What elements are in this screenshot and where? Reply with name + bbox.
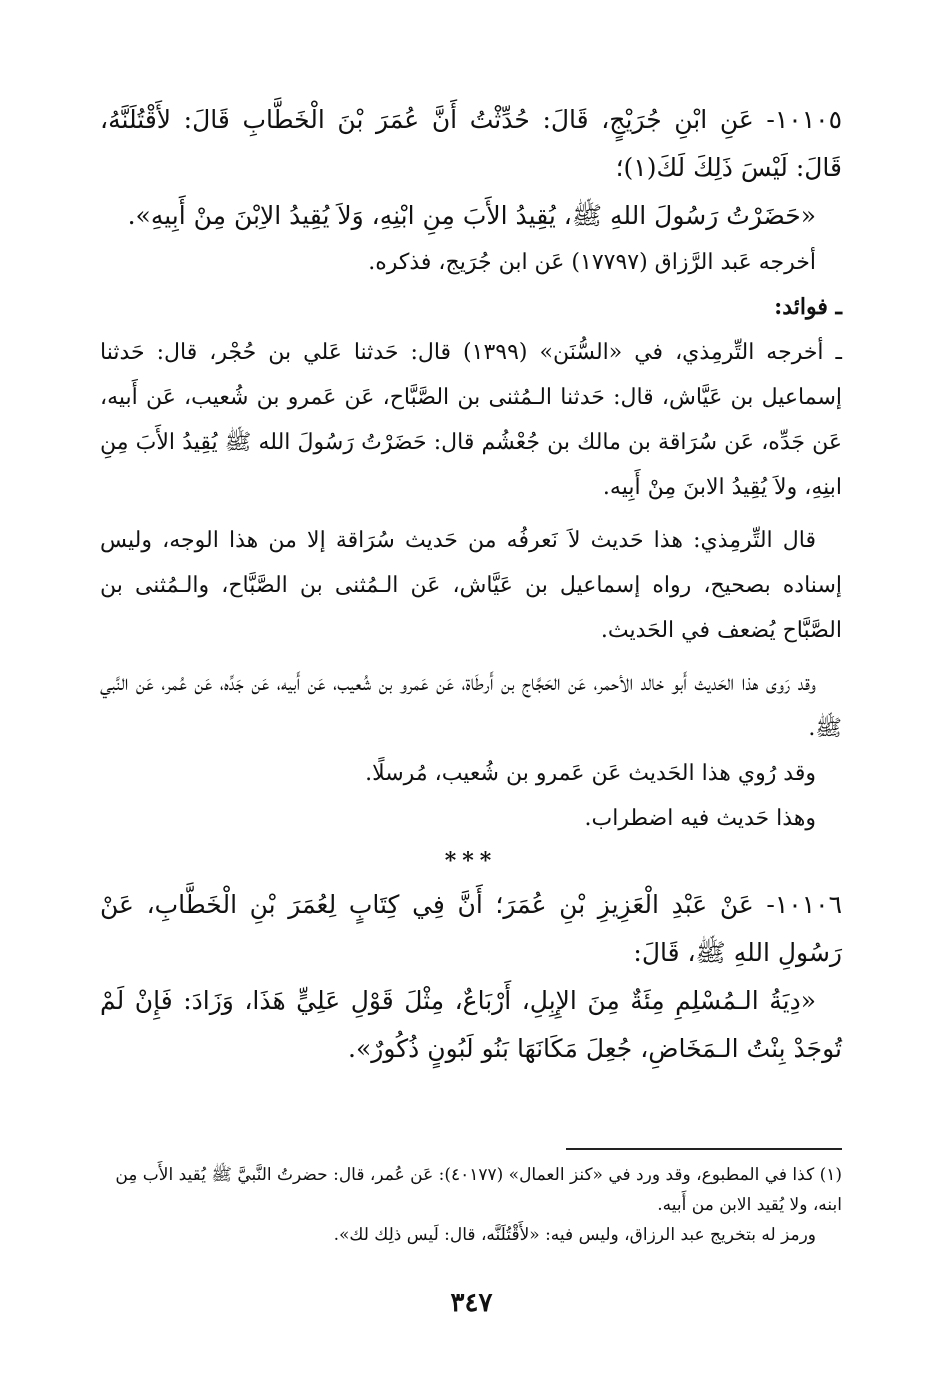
hadith-10106-text: «دِيَةُ الـمُسْلِمِ مِئَةٌ مِنَ الإِبِلِ، أَرْبَاعٌ، مِثْلَ قَوْلِ عَلِيٍّ هَذَا، وَزَادَ: فَإِنْ لَمْ تُوجَدْ بِنْتُ الـمَخَاضِ، جُعِلَ مَكَانَهَا بَنُو لَبُونٍ ذُكُورٌ». <box>100 986 842 1063</box>
hadith-10105-intro: ١٠١٠٥- عَنِ ابْنِ جُرَيْجٍ، قَالَ: حُدِّثْتُ أَنَّ عُمَرَ بْنَ الْخَطَّابِ قَالَ: لأَقْتُلَنَّهُ، قَالَ: لَيْسَ ذَلِكَ لَكَ(١)؛ <box>100 105 842 182</box>
benefits-paragraph-1: ـ أخرجه التِّرمِذي، في «السُّنَن» (١٣٩٩) قال: حَدثنا عَلي بن حُجْر، قال: حَدثنا إسماعيل بن عَيَّاش، قال: حَدثنا الـمُثنى بن الصَّبَّاح، عَن عَمرو بن شُعيب، عَن أَبيه، عَن جَدِّه، عَن سُرَاقة بن مالك بن جُعْشُم قال: حَضَرْتُ رَسُولَ الله ﷺ يُقِيدُ الأَبَ مِنِ ابنِهِ، ولاَ يُقِيدُ الابنَ مِنْ أَبِيه. <box>100 340 842 500</box>
benefits-paragraph-4: وقد رُوي هذا الحَديث عَن عَمرو بن شُعيب، مُرسلًا. <box>365 761 816 786</box>
footnote-1: (١) كذا في المطبوع، وقد ورد في «كنز العمال» (٤٠١٧٧): عَن عُمر، قال: حضرتُ النَّبيَّ ﷺ يُقيد الأَب مِن ابنه، ولا يُقيد الابن من أَبيه. <box>115 1165 842 1215</box>
benefits-paragraph-2: قال التِّرمِذي: هذا حَديث لاَ نَعرفُه من حَديث سُرَاقة إلا من هذا الوجه، وليس إسناده بصحيح، رواه إسماعيل بن عَيَّاش، عَن الـمُثنى بن الصَّبَّاح، والـمُثنى بن الصَّبَّاح يُضعف في الحَديث. <box>100 528 842 643</box>
footnote-1-continuation: ورمز له بتخريج عبد الرزاق، وليس فيه: «لأَقْتُلَنَّه، قال: لَيس ذلِك لك». <box>333 1225 816 1245</box>
page-number: ٣٤٧ <box>450 1288 493 1318</box>
footnote-divider <box>566 1148 842 1150</box>
page-body <box>100 96 842 1073</box>
section-separator: *** <box>444 848 498 874</box>
hadith-10105-text: «حَضَرْتُ رَسُولَ اللهِ ﷺ، يُقِيدُ الأَبَ مِنِ ابْنِهِ، وَلاَ يُقِيدُ الاِبْنَ مِنْ أَبِيهِ». <box>127 201 816 230</box>
hadith-10105-source: أخرجه عَبد الرَّزاق (١٧٧٩٧) عَن ابن جُرَيج، فذكره. <box>368 250 816 275</box>
benefits-paragraph-3: وقد رَوى هذا الحَديث أَبو خالد الأحمر، عَن الحَجَّاج بن أَرطَاة، عَن عَمرو بن شُعيب، عَن أَبيه، عَن جَدِّه، عَن عُمر، عَن النَّبي ﷺ. <box>100 671 842 741</box>
footnotes <box>100 1160 842 1250</box>
hadith-10106-intro: ١٠١٠٦- عَنْ عَبْدِ الْعَزِيزِ بْنِ عُمَرَ؛ أَنَّ فِي كِتَابٍ لِعُمَرَ بْنِ الْخَطَّابِ، عَنْ رَسُولِ اللهِ ﷺ، قَالَ: <box>100 890 842 967</box>
benefits-paragraph-5: وهذا حَديث فيه اضطراب. <box>584 806 816 831</box>
benefits-heading: ـ فوائد: <box>774 294 842 320</box>
